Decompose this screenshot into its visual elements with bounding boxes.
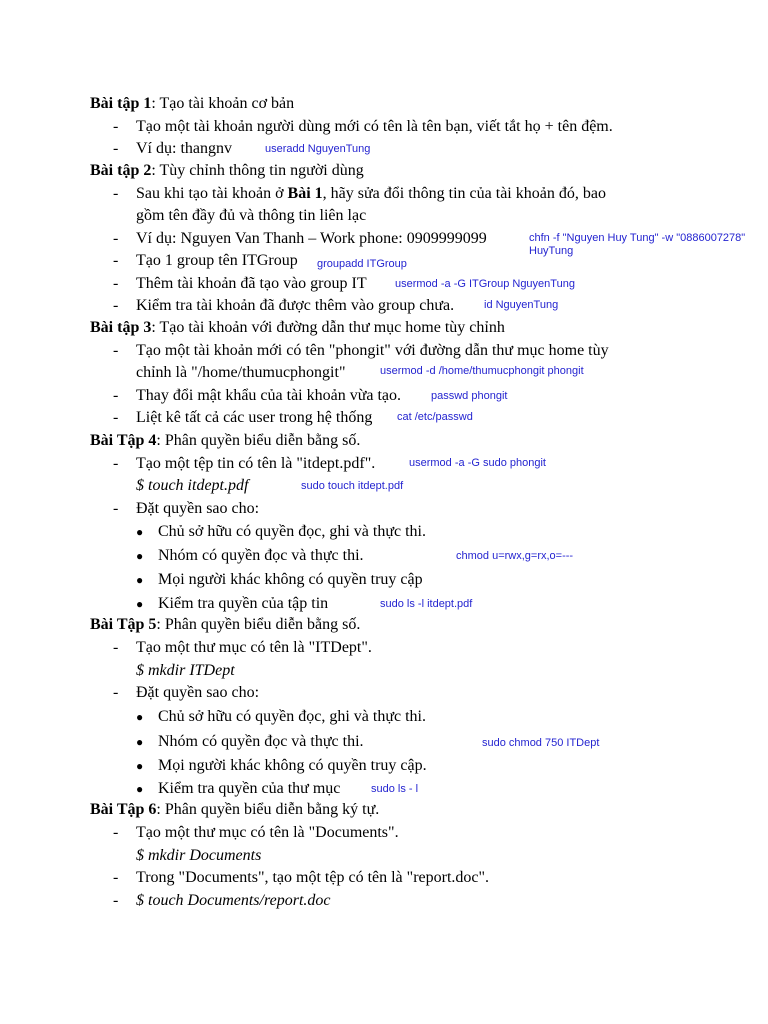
ex3-label: Bài tập 3: [90, 319, 152, 336]
ex5-title: : Phân quyền biểu diễn bằng số.: [156, 616, 361, 633]
ex6-item-3-text: $ touch Documents/report.doc: [136, 892, 331, 909]
ex4-bullet-4-text: Kiểm tra quyền của tập tin: [158, 595, 329, 612]
ex5-bullet-3-text: Mọi người khác không có quyền truy cập.: [158, 757, 427, 774]
dash-marker: -: [113, 455, 119, 472]
ex4-label: Bài Tập 4: [90, 432, 157, 449]
dash-marker: -: [113, 500, 119, 517]
ex3-item-3-text: Liệt kê tất cả các user trong hệ thống: [136, 409, 373, 426]
bullet-marker: ●: [136, 735, 144, 749]
ex4-note-usermod: usermod -a -G sudo phongit: [409, 457, 546, 469]
dash-marker: -: [113, 185, 119, 202]
ex2-note-chfn: chfn -f "Nguyen Huy Tung" -w "0886007278": [529, 232, 746, 244]
bullet-marker: ●: [136, 597, 144, 611]
bullet-marker: ●: [136, 525, 144, 539]
ex2-title: : Tùy chỉnh thông tin người dùng: [151, 162, 364, 179]
ex6-item-1-text: Tạo một thư mục có tên là "Documents".: [136, 824, 399, 841]
dash-marker: -: [113, 252, 119, 269]
bullet-marker: ●: [136, 573, 144, 587]
ex4-item-2-text: Đặt quyền sao cho:: [136, 500, 260, 517]
dash-marker: -: [113, 892, 119, 909]
ex6-title: : Phân quyền biểu diễn bằng ký tự.: [156, 801, 380, 818]
ex5-cmd-text: $ mkdir ITDept: [136, 662, 235, 679]
ex2-item-1-bold: Bài 1: [287, 185, 323, 202]
ex6-item-2-text: Trong "Documents", tạo một tệp có tên là "report.doc".: [136, 869, 490, 886]
ex4-bullet-1-text: Chủ sở hữu có quyền đọc, ghi và thực thi.: [158, 523, 426, 540]
ex4-note-touch: sudo touch itdept.pdf: [301, 480, 404, 492]
bullet-marker: ●: [136, 782, 144, 796]
ex2-item-1-text-a: Sau khi tạo tài khoản ở: [136, 185, 288, 202]
ex4-cmd-text: $ touch itdept.pdf: [136, 477, 249, 494]
dash-marker: -: [113, 275, 119, 292]
ex3-title: : Tạo tài khoản với đường dẫn thư mục home tùy chỉnh: [151, 319, 505, 336]
ex1-item-1-text: Tạo một tài khoản người dùng mới có tên là tên bạn, viết tắt họ + tên đệm.: [136, 118, 613, 135]
ex5-note-ls: sudo ls - l: [371, 783, 419, 795]
ex2-note-usermod: usermod -a -G ITGroup NguyenTung: [395, 278, 575, 290]
ex4-item-1-text: Tạo một tệp tin có tên là "itdept.pdf".: [136, 455, 376, 472]
ex5-note-chmod: sudo chmod 750 ITDept: [482, 737, 600, 749]
dash-marker: -: [113, 118, 119, 135]
ex3-item-2-text: Thay đổi mật khẩu của tài khoản vừa tạo.: [136, 387, 402, 404]
ex2-item-4-text: Thêm tài khoản đã tạo vào group IT: [136, 275, 367, 292]
ex4-bullet-2-text: Nhóm có quyền đọc và thực thi.: [158, 547, 364, 564]
ex4-title: : Phân quyền biểu diễn bằng số.: [156, 432, 361, 449]
ex6-cmd-text: $ mkdir Documents: [136, 847, 262, 864]
ex5-bullet-2-text: Nhóm có quyền đọc và thực thi.: [158, 733, 364, 750]
bullet-marker: ●: [136, 759, 144, 773]
ex4-note-chmod: chmod u=rwx,g=rx,o=---: [456, 550, 574, 562]
dash-marker: -: [113, 639, 119, 656]
bullet-marker: ●: [136, 549, 144, 563]
dash-marker: -: [113, 387, 119, 404]
ex5-bullet-4-text: Kiểm tra quyền của thư mục: [158, 780, 341, 797]
ex3-item-1-text-b: chỉnh là "/home/thumucphongit": [136, 364, 346, 381]
ex2-label: Bài tập 2: [90, 162, 152, 179]
dash-marker: -: [113, 684, 119, 701]
ex5-item-2-text: Đặt quyền sao cho:: [136, 684, 260, 701]
dash-marker: -: [113, 869, 119, 886]
ex1-note-useradd: useradd NguyenTung: [265, 143, 371, 155]
ex3-note-passwd: passwd phongit: [431, 390, 508, 402]
dash-marker: -: [113, 140, 119, 157]
ex3-note-cat: cat /etc/passwd: [397, 411, 473, 423]
ex1-label: Bài tập 1: [90, 95, 152, 112]
ex6-label: Bài Tập 6: [90, 801, 157, 818]
ex4-note-ls: sudo ls -l itdept.pdf: [380, 598, 473, 610]
ex4-bullet-3-text: Mọi người khác không có quyền truy cập: [158, 571, 423, 588]
dash-marker: -: [113, 409, 119, 426]
ex2-item-3-text: Tạo 1 group tên ITGroup: [136, 252, 298, 269]
ex2-item-1-text-b: , hãy sửa đổi thông tin của tài khoản đó, bao: [322, 185, 606, 202]
ex1-title: : Tạo tài khoản cơ bản: [151, 95, 295, 112]
dash-marker: -: [113, 342, 119, 359]
ex5-item-1-text: Tạo một thư mục có tên là "ITDept".: [136, 639, 372, 656]
bullet-marker: ●: [136, 710, 144, 724]
ex1-item-2-text: Ví dụ: thangnv: [136, 140, 232, 157]
dash-marker: -: [113, 297, 119, 314]
ex5-label: Bài Tập 5: [90, 616, 157, 633]
dash-marker: -: [113, 230, 119, 247]
ex2-note-groupadd: groupadd ITGroup: [317, 258, 407, 270]
ex3-note-usermod: usermod -d /home/thumucphongit phongit: [380, 365, 584, 377]
dash-marker: -: [113, 824, 119, 841]
ex2-item-5-text: Kiểm tra tài khoản đã được thêm vào group chưa.: [136, 297, 455, 314]
ex5-bullet-1-text: Chủ sở hữu có quyền đọc, ghi và thực thi.: [158, 708, 426, 725]
ex3-item-1-text-a: Tạo một tài khoản mới có tên "phongit" với đường dẫn thư mục home tùy: [136, 342, 609, 359]
ex2-item-2-text: Ví dụ: Nguyen Van Thanh – Work phone: 0909999099: [136, 230, 487, 247]
ex2-note-id: id NguyenTung: [484, 299, 559, 311]
ex2-note-chfn-user: HuyTung: [529, 245, 574, 257]
ex2-item-1-text-c: gồm tên đầy đủ và thông tin liên lạc: [136, 207, 367, 224]
